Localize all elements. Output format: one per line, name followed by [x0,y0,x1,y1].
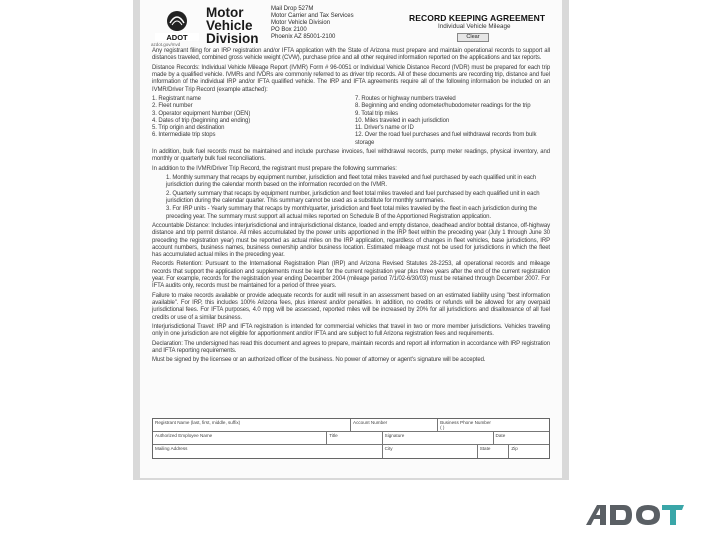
list-item: 8. Beginning and ending odometer/hubodometer readings for the trip [354,103,531,110]
form-subtitle: Individual Vehicle Mileage [438,23,511,30]
phone-prefix: ( ) [440,425,445,430]
account-number-field[interactable]: Account Number [351,419,438,431]
records-retention-paragraph: Records Retention: Pursuant to the International Registration Plan (IRP) and Arizona Revised Statutes 28-2253, all operational records and mileage records that support the application and supplements must be kept for the current registration year plus three years after the end of the current registration year. For example, records for the registration year ending December 2004 (mileage period 7/1/02-6/30/03) must be retained through December 2007. For IFTA audits only, records must be maintained for a period of three years. [152,261,550,290]
accountable-distance-paragraph: Accountable Distance: Includes interjurisdictional and intrajurisdictional distance, loaded and empty distance, deadhead and/or bobtail distance, off-highway distance and trip permit distance. All miles accumulated by the power units apportioned in the IRP fleet within the preceding year (July 1 through June 30 preceding the registration year) must be reported as actual miles on the IRP application, regardless of changes in fleet vehicles, base jurisdictions, IRP account numbers, business names, business ownership and/or business location. Estimated mileage must not be used for jurisdictions in which the fleet has accumulated actual miles in the preceding year. [152,222,550,259]
list-item: 3. For IRP units - Yearly summary that recaps by month/quarter, jurisdiction and fleet total miles traveled by the fleet in each jurisdiction during the preceding year. The summary must support all actual miles reported on Schedule B of the Apportioned Registration application. [166,206,537,220]
svg-text:ADOT: ADOT [166,33,188,42]
state-field[interactable]: State [478,445,510,458]
agency-line: Division [206,31,259,46]
form-header [147,5,557,45]
agency-website: azdot.gov/mvd [151,42,181,47]
address-line: Motor Carrier and Tax Services [271,13,354,19]
clear-button[interactable]: Clear [457,33,489,42]
address-line: Mail Drop 527M [271,6,314,12]
required-info-list [152,96,550,147]
list-item: 1. Monthly summary that recaps by equipment number, jurisdiction and fleet total miles traveled and fuel purchased by each qualified unit in each jurisdiction during the calendar month based on the information recorded on the IVMR. [166,175,537,189]
signature-row [153,419,549,432]
list-item: 2. Fleet number [152,103,193,110]
employee-name-field[interactable]: Authorized Employee Name [153,432,327,444]
bulk-fuel-paragraph: In addition, bulk fuel records must be maintained and include purchase invoices, fuel withdrawal records, pump meter readings, physical inventory, and monthly or quarterly bulk fuel reconciliations. [152,149,550,163]
field-label: Business Phone Number [440,420,491,425]
address-line: Motor Vehicle Division [271,20,331,26]
title-field[interactable]: Title [327,432,382,444]
address-line: Phoenix AZ 85001-2100 [271,34,336,40]
failure-paragraph: Failure to make records available or provide adequate records for audit will result in an assessment based on an estimated liability using "best information available". For IRP, this includes 100% Arizona fees, plus interest and/or penalties. In addition, no credits or refunds will be allowed for any overpaid jurisdictional fees. For IFTA purposes, 4.0 mpg will be assessed, reported miles will be increased by 20% for all jurisdictions and disallowance of all fuel credits or use of a similar business. [152,292,550,321]
adot-brand-logo [584,503,686,527]
registrant-name-field[interactable]: Registrant Name (last, first, middle, suffix) [153,419,351,431]
summaries-intro: In addition to the IVMR/Driver Trip Record, the registrant must prepare the following summaries: [152,165,397,172]
list-item: 3. Operator equipment Number (OEN) [152,110,251,117]
list-item: 2. Quarterly summary that recaps by equipment number, jurisdiction and fleet total miles traveled and fuel purchased by each qualified unit in each jurisdiction during the calendar quarter. This summary cannot be used as a substitute for monthly summaries. [166,190,540,204]
signature-field[interactable]: Signature [383,432,494,444]
form-body [152,48,550,367]
agency-line: Motor [206,5,244,20]
summaries-list [166,175,550,221]
declaration-paragraph: Declaration: The undersigned has read this document and agrees to prepare, maintain records and report all information in accordance with IRP registration and IFTA reporting requirements. [152,340,550,354]
required-info-left [152,96,347,147]
list-item: 1. Registrant name [152,95,201,102]
list-item: 7. Routes or highway numbers traveled [354,95,456,102]
interjurisdictional-paragraph: Interjurisdictional Travel: IRP and IFTA registration is intended for commercial vehicles that travel in two or more member jurisdictions. Vehicles traveling only in one jurisdiction are not eligible for apportionment and/or IFTA and are subject to full Arizona registration fees and requirements. [152,323,550,338]
list-item: 4. Dates of trip (beginning and ending) [152,117,251,124]
signature-row [153,445,549,458]
date-field[interactable]: Date [495,433,506,438]
adot-seal-logo [153,8,201,42]
zip-field[interactable]: Zip [511,446,518,451]
distance-records-paragraph: Distance Records: Individual Vehicle Mileage Report (IVMR) Form # 96-0051 or Individual Vehicle Distance Record (IVDR) must be prepared for each trip made by a qualified vehicle. IVMRs and IVDRs are commonly referred to as driver trip records. All of these documents are recording trip, distance and fuel information of the individual IRP and/or IFTA qualified vehicle. The IRP and IFTA agreements require all of the following information be included on an IVMR/Driver Trip Record (example attached): [152,64,550,93]
city-field[interactable]: City [383,445,478,458]
form-page [140,0,562,478]
signature-row [153,432,549,445]
list-item: 11. Driver's name or ID [354,125,414,132]
list-item: 9. Total trip miles [354,110,398,117]
document-frame [133,0,569,480]
business-phone-field[interactable] [438,419,549,431]
list-item: 12. Over the road fuel purchases and fuel withdrawal records from bulk storage [354,132,537,146]
agency-address [271,6,354,41]
required-info-right [355,96,550,147]
agency-name [206,6,259,45]
address-line: PO Box 2100 [271,27,307,33]
signature-note: Must be signed by the licensee or an authorized officer of the business. No power of attorney or agent's signature will be accepted. [152,357,486,364]
list-item: 10. Miles traveled in each jurisdiction [354,117,450,124]
signature-table [152,418,550,459]
mailing-address-field[interactable]: Mailing Address [153,445,383,458]
form-title: RECORD KEEPING AGREEMENT [409,13,546,23]
intro-paragraph: Any registrant filing for an IRP registration and/or IFTA application with the State of Arizona must prepare and maintain operational records to support all distances traveled, combined gross vehicle weight (CVW), purchase price and all other required information reported on the applications and tax reports. [152,48,550,62]
list-item: 6. Intermediate trip stops [152,132,216,139]
list-item: 5. Trip origin and destination [152,125,225,132]
agency-line: Vehicle [206,18,253,33]
